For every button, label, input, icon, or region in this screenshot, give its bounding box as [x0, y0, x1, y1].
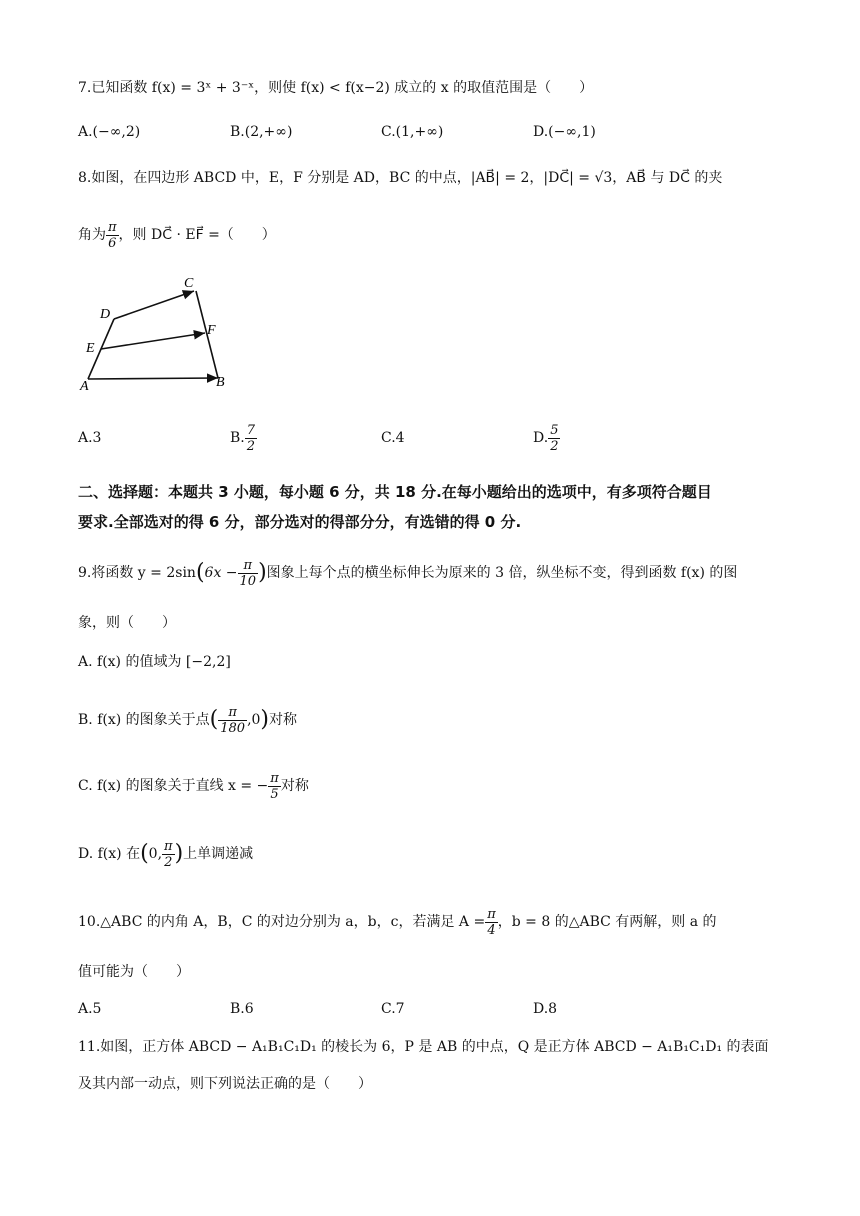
- q7-option-b[interactable]: B.(2,+∞): [230, 124, 293, 140]
- q9-option-b-lparen: (: [209, 707, 219, 732]
- q9-option-d-text: D. f(x) 在: [78, 846, 141, 862]
- q7-option-a[interactable]: A.(−∞,2): [78, 124, 141, 140]
- q9-option-b-den: 180: [220, 720, 246, 736]
- q8-option-b[interactable]: [230, 418, 257, 458]
- q8-option-d[interactable]: [533, 418, 560, 458]
- q9-option-b-fraction: [218, 705, 247, 736]
- q9-option-b-tail: 对称: [269, 712, 298, 728]
- q8-option-d-label: D.: [533, 430, 549, 446]
- q8-option-d-fraction: [548, 423, 560, 454]
- q10-option-c[interactable]: C.7: [381, 1001, 405, 1017]
- q9-option-b-num: π: [218, 705, 247, 721]
- q8-quadrilateral-figure: [76, 272, 236, 402]
- q8-option-b-num: 7: [246, 422, 256, 438]
- q8-question: ，则 DC⃗ · EF⃗ =（ ）: [118, 227, 276, 243]
- q9-function-prefix: 9.将函数 y = 2sin: [78, 565, 196, 581]
- q9-arg-num: π: [238, 558, 259, 574]
- q9-option-d-lead: 0,: [148, 846, 163, 862]
- q9-option-c-den: 5: [270, 786, 279, 802]
- q9-right-paren: ): [258, 560, 267, 585]
- side-ab: [88, 378, 218, 379]
- q8-angle-fraction: [106, 220, 119, 251]
- q9-arg-fraction: [238, 558, 259, 589]
- q8-option-d-den: 2: [550, 438, 559, 454]
- q9-option-d-lparen: (: [140, 841, 149, 866]
- q7-option-d[interactable]: D.(−∞,1): [533, 124, 596, 140]
- q10-option-d[interactable]: D.8: [533, 1001, 558, 1017]
- q7-option-c[interactable]: C.(1,+∞): [381, 124, 444, 140]
- q9-option-c-tail: 对称: [280, 778, 309, 794]
- q11-stem-line2: 及其内部一动点，则下列说法正确的是（ ）: [78, 1076, 372, 1092]
- q10-angle-num: π: [487, 906, 496, 922]
- q11-stem-line1: 11.如图，正方体 ABCD − A₁B₁C₁D₁ 的棱长为 6，P 是 AB 的中点，Q 是正方体 ABCD − A₁B₁C₁D₁ 的表面: [78, 1039, 769, 1055]
- side-dc: [114, 291, 194, 319]
- q9-left-paren: (: [195, 560, 205, 585]
- q8-option-a[interactable]: A.3: [78, 430, 102, 446]
- q9-option-c-fraction: [268, 771, 281, 802]
- q9-arg-den: 10: [239, 573, 257, 589]
- q9-option-d-fraction: [162, 839, 175, 870]
- q7-stem: 7.已知函数 f(x) = 3ˣ + 3⁻ˣ，则使 f(x) < f(x−2) 成立的 x 的取值范围是（ ）: [78, 80, 594, 96]
- label-b: B: [216, 375, 225, 390]
- q8-option-c[interactable]: C.4: [381, 430, 405, 446]
- q8-angle-num: π: [108, 219, 117, 235]
- q8-stem-line2: [78, 218, 276, 252]
- q8-option-b-fraction: [245, 423, 257, 454]
- section2-heading-line1: 二、选择题：本题共 3 小题，每小题 6 分，共 18 分.在每小题给出的选项中，有多项符合题目: [78, 483, 712, 501]
- q8-angle-label: 角为: [78, 227, 106, 243]
- q9-stem-line2: 象，则（ ）: [78, 615, 176, 631]
- q9-option-d-den: 2: [164, 854, 173, 870]
- q8-option-b-den: 2: [246, 438, 256, 454]
- q10-angle-den: 4: [487, 922, 496, 938]
- label-a: A: [80, 379, 89, 394]
- q9-option-c-num: π: [270, 770, 279, 786]
- q10-stem-line1: [78, 902, 717, 942]
- q9-option-d[interactable]: [78, 834, 253, 874]
- q9-option-c-text: C. f(x) 的图象关于直线 x = −: [78, 778, 269, 794]
- q8-stem-line1: 8.如图，在四边形 ABCD 中，E，F 分别是 AD，BC 的中点，|AB⃗| = 2，|DC⃗| = √3，AB⃗ 与 DC⃗ 的夹: [78, 170, 723, 186]
- q10-stem-pre: 10.△ABC 的内角 A，B，C 的对边分别为 a，b，c，若满足 A =: [78, 914, 486, 930]
- q9-arg-lead: 6x −: [204, 565, 238, 581]
- q10-stem-line2: 值可能为（ ）: [78, 964, 190, 980]
- q9-option-a[interactable]: A. f(x) 的值域为 [−2,2]: [78, 654, 231, 670]
- section2-heading-line2: 要求.全部选对的得 6 分，部分选对的得部分分，有选错的得 0 分.: [78, 513, 522, 531]
- label-e: E: [86, 341, 95, 356]
- q9-stem-line1: [78, 553, 737, 593]
- q9-function-suffix: 图象上每个点的横坐标伸长为原来的 3 倍，纵坐标不变，得到函数 f(x) 的图: [266, 565, 738, 581]
- label-f: F: [207, 323, 216, 338]
- q9-option-b-text: B. f(x) 的图象关于点: [78, 712, 210, 728]
- q8-angle-den: 6: [108, 235, 117, 251]
- q10-stem-post: ，b = 8 的△ABC 有两解，则 a 的: [497, 914, 717, 930]
- q9-option-b[interactable]: [78, 700, 297, 740]
- segment-ef: [101, 333, 205, 349]
- label-d: D: [100, 307, 111, 322]
- q9-option-d-num: π: [164, 838, 173, 854]
- q8-option-b-label: B.: [230, 430, 245, 446]
- q9-option-d-tail: 上单调递减: [183, 846, 254, 862]
- q8-option-d-num: 5: [550, 422, 559, 438]
- q9-option-c[interactable]: [78, 766, 309, 806]
- q9-option-b-rparen: ): [260, 707, 270, 732]
- q9-option-b-coord: ,0: [247, 712, 261, 728]
- label-c: C: [184, 276, 194, 291]
- q9-option-d-rparen: ): [174, 841, 184, 866]
- q10-angle-fraction: [485, 907, 498, 938]
- q10-option-b[interactable]: B.6: [230, 1001, 254, 1017]
- q10-option-a[interactable]: A.5: [78, 1001, 102, 1017]
